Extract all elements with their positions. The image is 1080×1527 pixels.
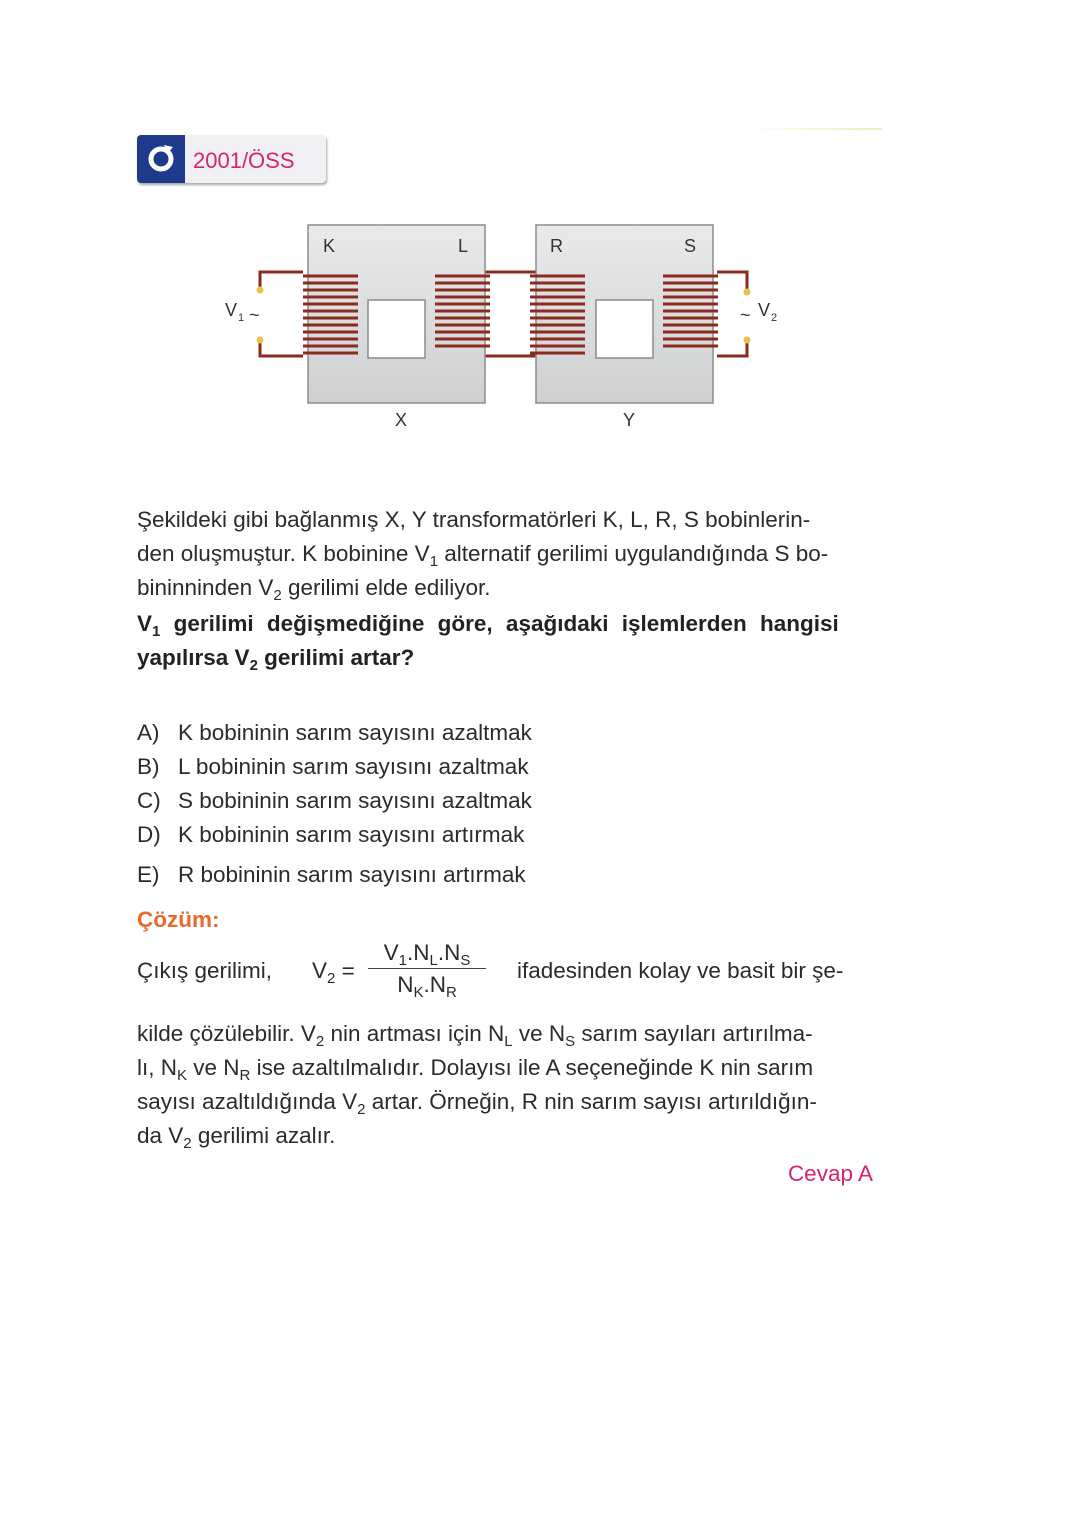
transformer-label-x: X bbox=[395, 410, 408, 430]
decorative-top-line bbox=[745, 128, 882, 130]
formula-numerator: $V_1.N_L.N_S$ bbox=[383, 940, 471, 969]
problem-statement bbox=[137, 503, 839, 675]
option-c[interactable]: C) S bobininin sarım sayısını azaltmak bbox=[137, 788, 532, 813]
input-voltage-sub: 1 bbox=[238, 312, 245, 324]
solution-line-1: kilde çözülebilir. $V_2$ nin artması için $N_L$ ve $N_S$ sarım sayıları artırılma- bbox=[137, 1021, 813, 1050]
coil-label-k: K bbox=[323, 236, 336, 256]
transformer-diagram bbox=[215, 220, 805, 440]
solution-line-4: da $V_2$ gerilimi azalır. bbox=[137, 1123, 336, 1152]
formula-fraction bbox=[367, 940, 487, 1001]
input-voltage-label: V bbox=[225, 300, 238, 320]
problem-line-2: den oluşmuştur. K bobinine $V_1$ alternatif gerilimi uygulandığında S bo- bbox=[137, 541, 829, 570]
question-line-1: $V_1$ gerilimi değişmediğine göre, aşağıdaki işlemlerden hangisi bbox=[137, 611, 839, 640]
solution-line-2: lı, $N_K$ ve $N_R$ ise azaltılmalıdır. Dolayısı ile A seçeneğinde K nin sarım bbox=[137, 1055, 814, 1084]
badge-label: 2001/ÖSS bbox=[193, 148, 295, 173]
coil-label-r: R bbox=[550, 236, 563, 256]
solution-heading: Çözüm: bbox=[137, 907, 220, 932]
option-a[interactable]: A) K bobininin sarım sayısını azaltmak bbox=[137, 720, 532, 745]
coil-label-s: S bbox=[684, 236, 697, 256]
input-ac-symbol: ~ bbox=[249, 305, 260, 325]
solution-text bbox=[137, 1017, 817, 1153]
transformer-label-y: Y bbox=[623, 410, 636, 430]
solution-line-3: sayısı azaltıldığında $V_2$ artar. Örneğin, R nin sarım sayısı artırıldığın- bbox=[137, 1089, 817, 1118]
formula-denominator: $N_K.N_R$ bbox=[397, 972, 457, 1001]
output-voltage-label: V bbox=[758, 300, 771, 320]
output-voltage-sub: 2 bbox=[771, 312, 778, 324]
refresh-icon bbox=[137, 135, 185, 183]
problem-line-3: bininninden $V_2$ gerilimi elde ediliyor. bbox=[137, 575, 491, 604]
question-line-2: yapılırsa $V_2$ gerilimi artar? bbox=[137, 645, 415, 674]
formula-tail: ifadesinden kolay ve basit bir şe- bbox=[517, 958, 844, 983]
formula-row bbox=[137, 940, 877, 1010]
option-b[interactable]: B) L bobininin sarım sayısını azaltmak bbox=[137, 754, 529, 779]
output-ac-symbol: ~ bbox=[740, 305, 751, 325]
source-badge bbox=[137, 135, 326, 183]
answer-label: Cevap A bbox=[787, 1161, 873, 1186]
option-e[interactable]: E) R bobininin sarım sayısını artırmak bbox=[137, 862, 526, 887]
option-d[interactable]: D) K bobininin sarım sayısını artırmak bbox=[137, 822, 525, 847]
formula-lhs: $V_2$ = bbox=[312, 958, 355, 987]
formula-lead: Çıkış gerilimi, bbox=[137, 958, 273, 983]
coil-label-l: L bbox=[458, 236, 469, 256]
problem-line-1: Şekildeki gibi bağlanmış X, Y transformatörleri K, L, R, S bobinlerin- bbox=[137, 507, 811, 532]
